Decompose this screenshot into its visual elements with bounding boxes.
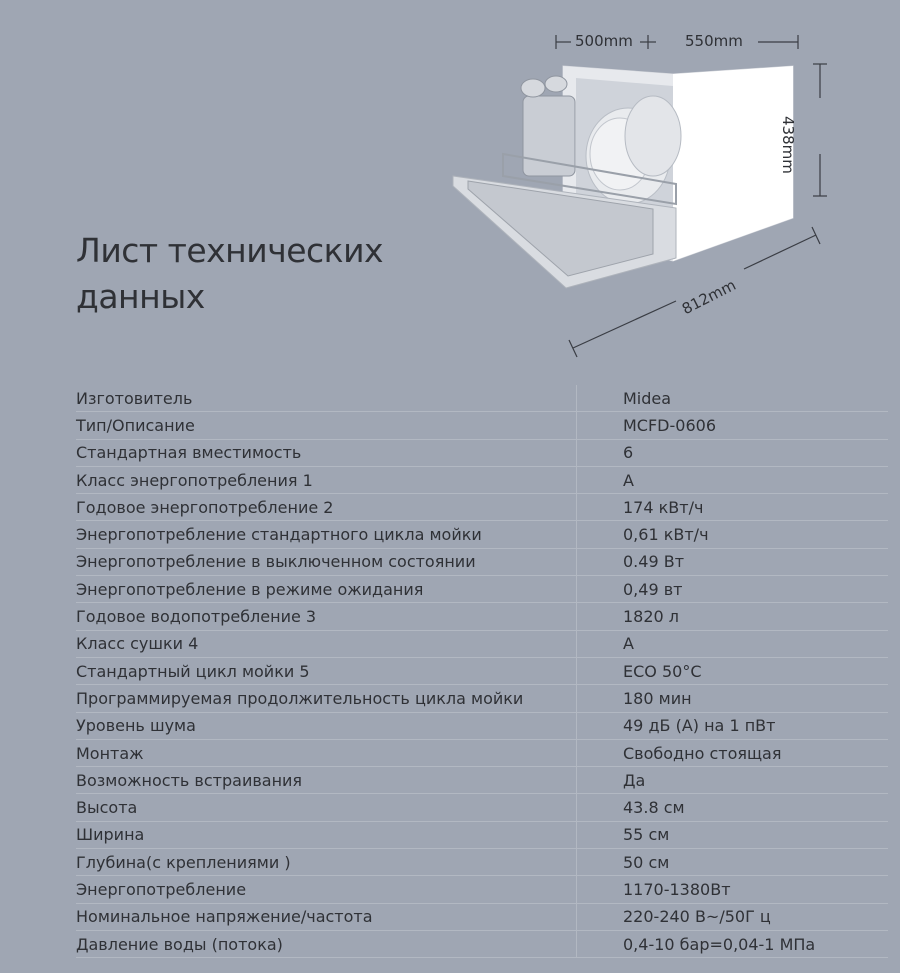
spec-label: Энергопотребление в выключенном состоянии: [76, 548, 577, 575]
spec-value: A: [577, 630, 889, 657]
spec-value: 0,49 вт: [577, 576, 889, 603]
spec-row: [76, 412, 888, 439]
spec-row: [76, 521, 888, 548]
spec-value: ECO 50°C: [577, 657, 889, 684]
spec-label: Высота: [76, 794, 577, 821]
spec-row: [76, 657, 888, 684]
spec-row: [76, 821, 888, 848]
spec-label: Класс сушки 4: [76, 630, 577, 657]
page-title-line2: данных: [76, 277, 205, 316]
spec-value: 43.8 см: [577, 794, 889, 821]
spec-label: Изготовитель: [76, 385, 577, 412]
spec-value: 0,61 кВт/ч: [577, 521, 889, 548]
page-title-line1: Лист технических: [76, 231, 384, 270]
spec-row: [76, 903, 888, 930]
spec-value: 220-240 В~/50Г ц: [577, 903, 889, 930]
spec-label: Стандартный цикл мойки 5: [76, 657, 577, 684]
spec-row: [76, 603, 888, 630]
spec-value: 50 см: [577, 849, 889, 876]
product-figure: [448, 26, 888, 371]
dim-diagonal: 812mm: [679, 275, 739, 319]
dim-width: 500mm: [575, 32, 633, 50]
spec-value: Свободно стоящая: [577, 739, 889, 766]
spec-label: Номинальное напряжение/частота: [76, 903, 577, 930]
spec-label: Уровень шума: [76, 712, 577, 739]
spec-value: 0.49 Вт: [577, 548, 889, 575]
spec-label: Класс энергопотребления 1: [76, 466, 577, 493]
dishwasher-illustration: [448, 26, 888, 371]
spec-row: [76, 385, 888, 412]
spec-label: Стандартная вместимость: [76, 439, 577, 466]
spec-value: 55 см: [577, 821, 889, 848]
spec-label: Глубина(с креплениями ): [76, 849, 577, 876]
spec-row: [76, 439, 888, 466]
spec-label: Энергопотребление в режиме ожидания: [76, 576, 577, 603]
spec-label: Давление воды (потока): [76, 930, 577, 957]
specs-table: [76, 385, 888, 958]
spec-row: [76, 630, 888, 657]
spec-value: 174 кВт/ч: [577, 494, 889, 521]
spec-row: [76, 548, 888, 575]
spec-row: [76, 739, 888, 766]
spec-label: Энергопотребление стандартного цикла мойки: [76, 521, 577, 548]
spec-label: Годовое энергопотребление 2: [76, 494, 577, 521]
spec-value: 49 дБ (А) на 1 пВт: [577, 712, 889, 739]
spec-row: [76, 849, 888, 876]
dim-height: 438mm: [779, 116, 797, 174]
spec-label: Годовое водопотребление 3: [76, 603, 577, 630]
spec-value: A: [577, 466, 889, 493]
spec-row: [76, 685, 888, 712]
spec-row: [76, 794, 888, 821]
spec-row: [76, 767, 888, 794]
spec-value: Да: [577, 767, 889, 794]
spec-row: [76, 876, 888, 903]
spec-row: [76, 576, 888, 603]
spec-row: [76, 466, 888, 493]
spec-row: [76, 494, 888, 521]
spec-value: 1170-1380Вт: [577, 876, 889, 903]
spec-label: Энергопотребление: [76, 876, 577, 903]
spec-value: 0,4-10 бар=0,04-1 МПа: [577, 930, 889, 957]
spec-label: Монтаж: [76, 739, 577, 766]
spec-label: Программируемая продолжительность цикла мойки: [76, 685, 577, 712]
spec-value: 1820 л: [577, 603, 889, 630]
spec-value: Midea: [577, 385, 889, 412]
spec-label: Ширина: [76, 821, 577, 848]
spec-row: [76, 930, 888, 957]
spec-label: Возможность встраивания: [76, 767, 577, 794]
spec-value: MCFD-0606: [577, 412, 889, 439]
spec-label: Тип/Описание: [76, 412, 577, 439]
dim-depth: 550mm: [685, 32, 743, 50]
spec-value: 6: [577, 439, 889, 466]
spec-row: [76, 712, 888, 739]
spec-value: 180 мин: [577, 685, 889, 712]
page-title: [76, 228, 383, 320]
